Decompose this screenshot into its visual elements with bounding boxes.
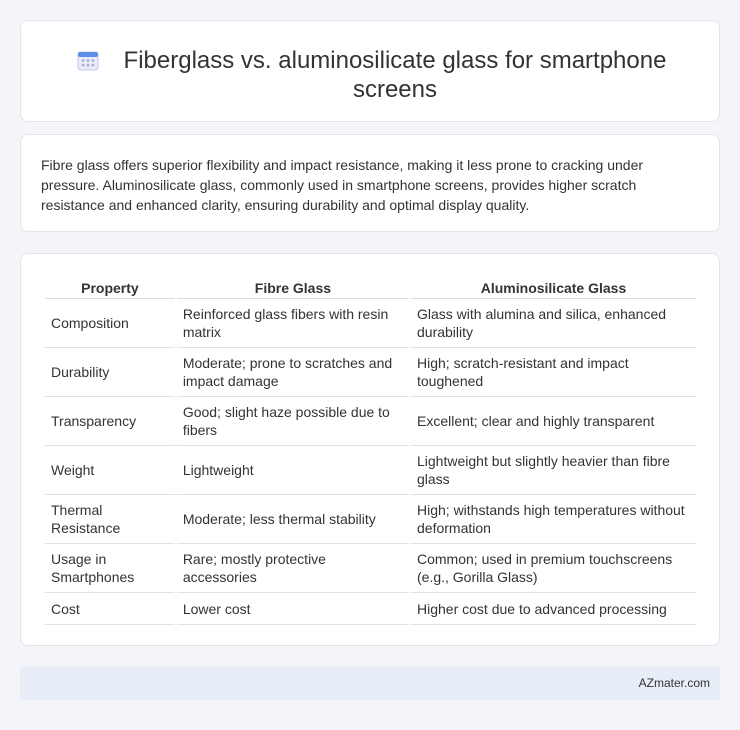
aluminosilicate-cell: Glass with alumina and silica, enhanced durability: [411, 299, 696, 348]
property-cell: Weight: [45, 446, 175, 495]
column-header-fibre-glass: Fibre Glass: [177, 274, 409, 299]
fibre-glass-cell: Good; slight haze possible due to fibers: [177, 397, 409, 446]
fibre-glass-cell: Lightweight: [177, 446, 409, 495]
footer: [20, 666, 720, 700]
summary-text: Fibre glass offers superior flexibility and impact resistance, making it less prone to cracking under pressure. Aluminosilicate glass, commonly used in smartphone screens, provides higher scratch resistance and enhanced clarity, ensuring durability and optimal display quality.: [41, 157, 644, 213]
comparison-table-card: [20, 253, 720, 646]
property-cell: Composition: [45, 299, 175, 348]
property-cell: Usage in Smartphones: [45, 544, 175, 593]
comparison-table: [43, 274, 698, 625]
footer-brand: AZmater.com: [638, 676, 710, 690]
table-row: [45, 397, 696, 446]
aluminosilicate-cell: Higher cost due to advanced processing: [411, 593, 696, 625]
table-row: [45, 593, 696, 625]
table-row: [45, 348, 696, 397]
table-row: [45, 299, 696, 348]
fibre-glass-cell: Reinforced glass fibers with resin matrix: [177, 299, 409, 348]
aluminosilicate-cell: Lightweight but slightly heavier than fibre glass: [411, 446, 696, 495]
table-row: [45, 495, 696, 544]
calendar-icon: [77, 49, 99, 71]
title-card: [20, 20, 720, 122]
aluminosilicate-cell: High; withstands high temperatures without deformation: [411, 495, 696, 544]
fibre-glass-cell: Lower cost: [177, 593, 409, 625]
aluminosilicate-cell: High; scratch-resistant and impact toughened: [411, 348, 696, 397]
property-cell: Transparency: [45, 397, 175, 446]
property-cell: Cost: [45, 593, 175, 625]
table-header-row: [45, 274, 696, 299]
page-title: Fiberglass vs. aluminosilicate glass for smartphone screens: [123, 47, 667, 103]
column-header-aluminosilicate-glass: Aluminosilicate Glass: [411, 274, 696, 299]
column-header-property: Property: [45, 274, 175, 299]
fibre-glass-cell: Rare; mostly protective accessories: [177, 544, 409, 593]
table-row: [45, 446, 696, 495]
fibre-glass-cell: Moderate; prone to scratches and impact damage: [177, 348, 409, 397]
aluminosilicate-cell: Common; used in premium touchscreens (e.g., Gorilla Glass): [411, 544, 696, 593]
property-cell: Durability: [45, 348, 175, 397]
aluminosilicate-cell: Excellent; clear and highly transparent: [411, 397, 696, 446]
table-row: [45, 544, 696, 593]
fibre-glass-cell: Moderate; less thermal stability: [177, 495, 409, 544]
summary-card: [20, 134, 720, 232]
property-cell: Thermal Resistance: [45, 495, 175, 544]
